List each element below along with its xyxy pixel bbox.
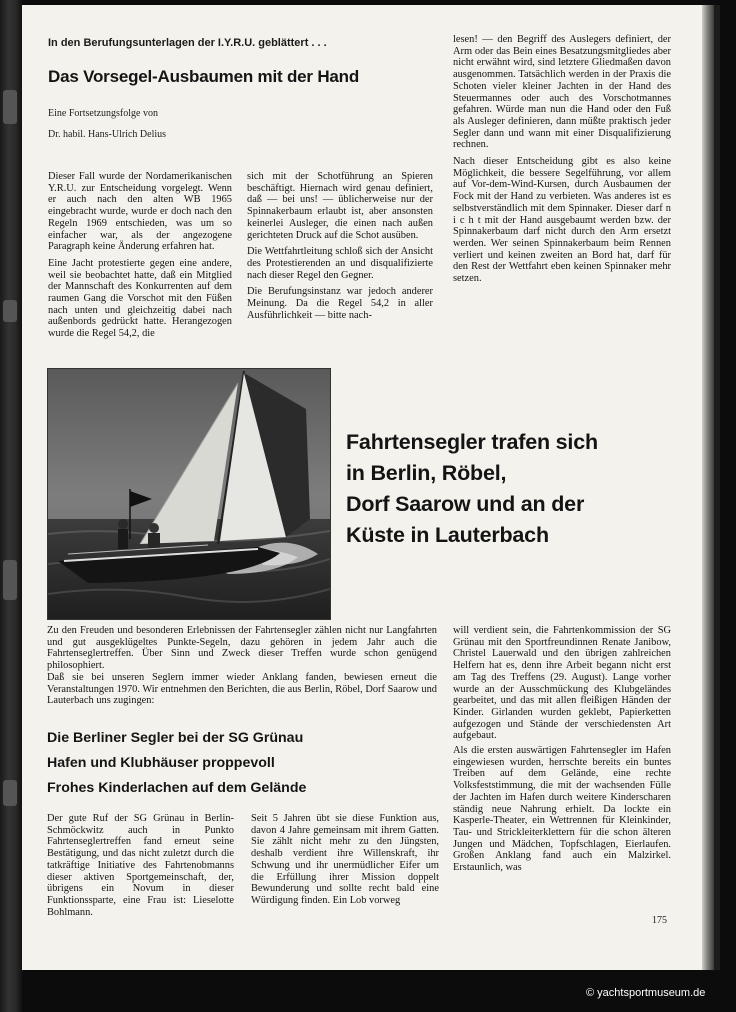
paragraph: will verdient sein, die Fahrtenkommission der SG Grünau mit den Sportfreundinnen Renate Janibow, Christel Lauerwald und den übrigen zahlreichen Helfern hat es, denn ihre Arbeit begann nicht erst am Tag des Treffens (29. August). Lange vorher wurde an der Ausschmückung des Klubgeländes gearbeitet, und das mit allen fleißigen Händen der Kinder. Girlanden wurden geklebt, Papierketten aufgezogen und Stände der verschiedensten Art aufgebaut.: [453, 625, 671, 742]
article1-kicker: In den Berufungsunterlagen der I.Y.R.U. geblättert . . .: [48, 37, 327, 49]
article2-column-2: [251, 813, 439, 912]
title-line: Dorf Saarow und an der: [346, 492, 585, 516]
sailing-yacht-photo: [47, 368, 331, 620]
binding-mark: [3, 90, 17, 124]
paragraph: Seit 5 Jahren übt sie diese Funktion aus, davon 4 Jahre gemeinsam mit ihrem Gatten. Sie zählt nicht mehr zu den Jüngsten, deshalb verdient ihre Willenskraft, ihr Schwung und ihr unermüdlicher Eifer um die Erfüllung ihrer Mission doppelt Bewunderung und sollte recht bald eine Würdigung finden. Ein Lob vorweg: [251, 813, 439, 906]
paragraph: Als die ersten auswärtigen Fahrtensegler im Hafen eingewiesen wurden, herrschte bereits ein buntes Treiben auf dem Gelände, eine rechte Volksfeststimmung, die mit der wachsenden Fülle der Jachten im Hafen durch weitere Kinderscharen ständig neue Nahrung erhielt. Da lockte ein Kasperle-Theater, ein Wettrennen für Kleinkinder, Tau- und Strickleiterklettern für die schon älteren Jungen und Mädchen, Topfschlagen, Eierlaufen. Großen Anklang fand auch ein Malzirkel. Erstaunlich, was: [453, 745, 671, 874]
article2-column-3: [453, 625, 671, 874]
subheading-line: Hafen und Klubhäuser proppevoll: [47, 754, 275, 771]
paragraph: Der gute Ruf der SG Grünau in Berlin-Schmöckwitz auch in Punkto Fahrtenseglertreffen fand erneut seine Bestätigung, und das nicht zuletzt durch die tatkräftige Initiative des Fahrtenobmanns dieser aktiven Sportgemeinschaft, der, übrigens ein Novum in dieser Funktionssparte, eine Frau ist: Lieselotte Bohlmann.: [47, 813, 234, 918]
page-edge: [702, 5, 714, 970]
title-line: Küste in Lauterbach: [346, 523, 549, 547]
book-binding: [0, 0, 22, 1012]
article2-intro: [47, 625, 437, 707]
watermark-text: © yachtsportmuseum.de: [586, 987, 706, 999]
paragraph: Dieser Fall wurde der Nordamerikanischen Y.R.U. zur Entscheidung vorgelegt. Wenn er auch nach den alten WB 1965 eingebracht wurde, wurde er doch nach den Regeln 1969 entschieden, was um so einfacher war, als der angezogene Paragraph keine Änderung erfahren hat.: [48, 171, 232, 253]
subheading-line: Die Berliner Segler bei der SG Grünau: [47, 730, 304, 746]
page-number: 175: [652, 915, 667, 926]
article1-column-1: [48, 171, 232, 345]
paragraph: Die Berufungsinstanz war jedoch anderer Meinung. Da die Regel 54,2 in aller Ausführlichkeit — bitte nach-: [247, 286, 433, 321]
page-edge-shadow: [714, 5, 720, 970]
article2-subheading: [47, 726, 437, 800]
binding-mark: [3, 300, 17, 322]
article2-title: [346, 427, 676, 551]
binding-mark: [3, 780, 17, 806]
title-line: Fahrtensegler trafen sich: [346, 430, 598, 454]
paragraph: Zu den Freuden und besonderen Erlebnissen der Fahrtensegler zählen nicht nur Langfahrten und gut ausgeklügeltes Punkte-Segeln, dazu gehören in jedem Jahr auch die Fahrtenseglertreffen. Über Sinn und Zweck dieser Treffen wurde schon genügend philosophiert.: [47, 625, 437, 672]
article1-column-3: [453, 34, 671, 290]
article2-column-1: [47, 813, 234, 923]
article1-author: Dr. habil. Hans-Ulrich Delius: [48, 129, 167, 140]
magazine-page: [22, 5, 702, 970]
article1-series-note: Eine Fortsetzungsfolge von: [48, 108, 158, 119]
title-line: in Berlin, Röbel,: [346, 461, 507, 485]
paragraph: lesen! — den Begriff des Auslegers definiert, der Arm oder das Bein eines Besatzungsmitgliedes aber nicht erwähnt wird, sind letztere Gliedmaßen davon ausgenommen. Tatsächlich werden in der Praxis die Schoten vieler kleiner Jachten in der Hand des Steuermannes oder auch des Vorschotmannes gefahren. Würde man nun die Hand oder den Fuß als Ausleger definieren, dann müßte praktisch jeder Segler dann und wann mit einer Disqualifizierung rechnen.: [453, 34, 671, 151]
subheading-line: Frohes Kinderlachen auf dem Gelände: [47, 779, 307, 796]
paragraph: Nach dieser Entscheidung gibt es also keine Möglichkeit, die bessere Segelführung, vor allem auf Vor-dem-Wind-Kursen, durch Ausbaumen der Fock mit der Hand zu verbieten. Was anderes ist es selbstverständlich mit dem Spinnaker. Dieser darf n i c h t mit der Hand ausgebaumt werden bzw. der Spinnakerbaum darf nicht durch den Arm ersetzt werden. Wer seinen Spinnakerbaum beim Rennen verliert und keinen zweiten an Bord hat, darf für den Rest der Wettfahrt eben keinen Spinnaker mehr setzen.: [453, 156, 671, 285]
paragraph: sich mit der Schotführung an Spieren beschäftigt. Hiernach wird genau definiert, daß — bei uns! — üblicherweise nur der Spinnakerbaum erlaubt ist, aber ansonsten keinerlei Ausleger, die einen nach außen gerichteten Druck auf die Schot ausüben.: [247, 171, 433, 241]
article1-title: Das Vorsegel-Ausbaumen mit der Hand: [48, 67, 360, 86]
paragraph: Die Wettfahrtleitung schloß sich der Ansicht des Protestierenden an und disqualifizierte nach dieser Regel den Gegner.: [247, 246, 433, 281]
paragraph: Eine Jacht protestierte gegen eine andere, weil sie beobachtet hatte, daß ein Mitglied der Mannschaft des Konkurrenten auf dem raumen Gang die Vorschot mit den Füßen nach unten und gleichzeitig dabei nach außenbords gedrückt hatte. Herangezogen wurde die Regel 54,2, die: [48, 257, 232, 340]
binding-mark: [3, 560, 17, 600]
article1-column-2: [247, 171, 433, 326]
paragraph: Daß sie bei unseren Seglern immer wieder Anklang fanden, bewiesen erneut die Veranstaltungen 1970. Wir entnehmen den Berichten, die aus Berlin, Röbel, Dorf Saarow und Lauterbach uns zugingen:: [47, 671, 437, 707]
